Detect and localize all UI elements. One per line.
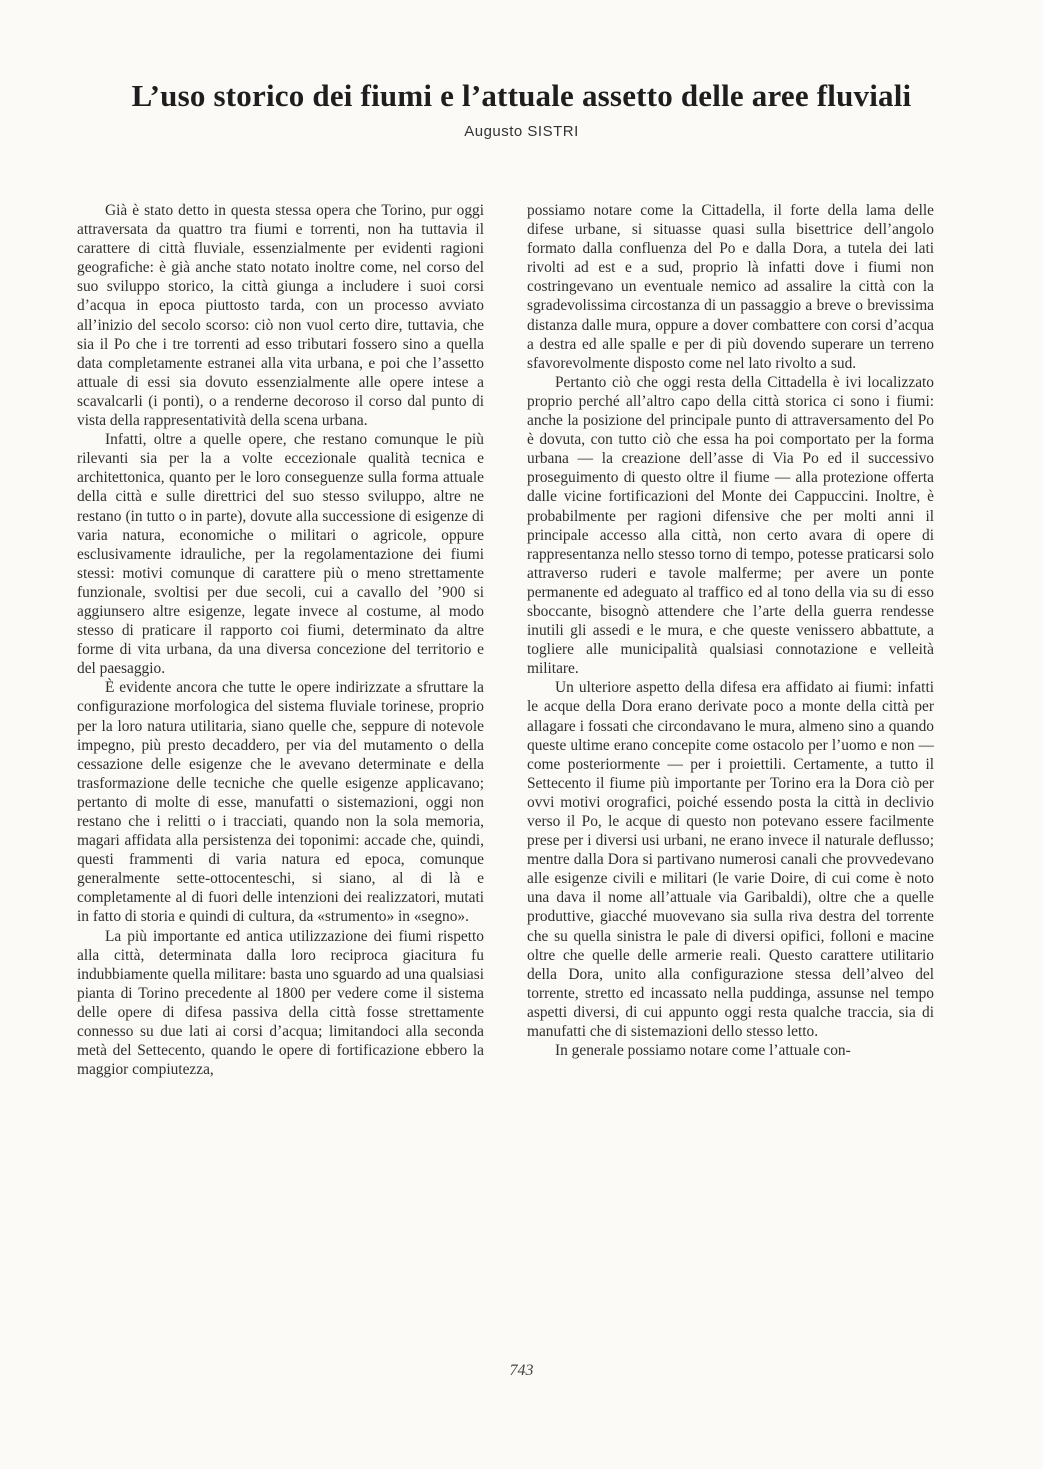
- paragraph: La più importante ed antica utilizzazione dei fiumi rispetto alla città, determinata dalla loro reciproca giacitura fu indubbiamente quella militare: basta uno sguardo ad una qualsiasi pianta di Torino precedente al 1800 per vedere come il sistema delle opere di difesa passiva della città fosse strettamente connesso su due lati ai corsi d’acqua; limitandoci alla seconda metà del Settecento, quando le opere di fortificazione ebbero la maggior compiutezza,: [77, 927, 484, 1079]
- article-title: L’uso storico dei fiumi e l’attuale assetto delle aree fluviali: [131, 78, 912, 113]
- article-author: Augusto SISTRI: [464, 123, 579, 140]
- left-column: [77, 201, 484, 1079]
- paragraph: Pertanto ciò che oggi resta della Cittadella è ivi localizzato proprio perché all’altro capo della città storica ci sono i fiumi: anche la posizione del principale punto di attraversamento del Po è dovuta, con tutto ciò che essa ha poi comportato per la forma urbana — la creazione dell’asse di Via Po ed il successivo proseguimento di questo oltre il fiume — alla protezione offerta dalle vicine fortificazioni del Monte dei Cappuccini. Inoltre, è probabilmente per ragioni difensive che per molti anni il principale accesso alla città, non certo avara di opere di rappresentanza nello stesso torno di tempo, potesse praticarsi solo attraverso ruderi e tavole malferme; per avere un ponte permanente ed adeguato al traffico ed al tono della via su di esso sboccante, bisognò attendere che l’arte della guerra rendesse inutili gli assedi e le mura, e che queste venissero abbattute, a togliere alle municipalità qualsiasi connotazione e velleità militare.: [527, 373, 934, 678]
- paragraph: possiamo notare come la Cittadella, il forte della lama delle difese urbane, si situasse quasi sulla bisettrice dell’angolo formato dalla confluenza del Po e dalla Dora, a tutela dei lati rivolti ad est e a sud, proprio là infatti dove i fiumi non costringevano un eventuale nemico ad assalire la città con la sgradevolissima circostanza di un passaggio a breve o brevissima distanza dalle mura, oppure a dover combattere con corsi d’acqua a destra ed alle spalle e per di più dovendo superare un terreno sfavorevolmente disposto come nel lato rivolto a sud.: [527, 202, 934, 372]
- page-number: 743: [509, 1362, 534, 1379]
- paragraph: Un ulteriore aspetto della difesa era affidato ai fiumi: infatti le acque della Dora erano derivate poco a monte della città per allagare i fossati che circondavano le mura, almeno sino a quando queste ultime erano concepite come ostacolo per l’uomo e non — come posteriormente — per i proiettili. Certamente, a tutto il Settecento il fiume più importante per Torino era la Dora ciò per ovvi motivi orografici, poiché essendo posta la città in declivio verso il Po, le acque di questo non potevano essere facilmente prese per i diversi usi urbani, ne erano invece il naturale deflusso; mentre dalla Dora si partivano numerosi canali che provvedevano alle esigenze civili e militari (le varie Doire, di cui come è noto una dava il nome all’attuale via Garibaldi), oltre che a quelle produttive, giacché muovevano sia sulla riva destra del torrente che su quella sinistra le pale di diversi opifici, folloni e macine oltre che quelle delle armerie reali. Questo carattere utilitario della Dora, unito alla configurazione stessa dell’alveo del torrente, stretto ed incassato nella puddinga, assunse nel tempo aspetti diversi, di cui appunto oggi resta qualche traccia, sia di manufatti che di sistemazioni dello stesso letto.: [527, 679, 934, 1041]
- paragraph: È evidente ancora che tutte le opere indirizzate a sfruttare la configurazione morfologica del sistema fluviale torinese, proprio per la loro natura utilitaria, siano quelle che, seppure di notevole impegno, più presto decaddero, per via del mutamento o della cessazione delle esigenze che le avevano determinate e della trasformazione delle tecniche che quelle esigenze applicavano; pertanto di molte di esse, manufatti o sistemazioni, oggi non restano che i relitti o i tracciati, quando non la sola memoria, magari affidata alla persistenza dei toponimi: accade che, quindi, questi frammenti di varia natura ed epoca, comunque generalmente sette-ottocenteschi, si siano, al di là e completamente al di fuori delle intenzioni dei realizzatori, mutati in fatto di storia e quindi di cultura, da «strumento» in «segno».: [77, 679, 484, 926]
- paragraph: Già è stato detto in questa stessa opera che Torino, pur oggi attraversata da quattro tra fiumi e torrenti, non ha tuttavia il carattere di città fluviale, essenzialmente per evidenti ragioni geografiche: è già anche stato notato inoltre come, nel corso del suo sviluppo storico, la città giunga a includere i suoi corsi d’acqua in epoca piuttosto tarda, con un processo avviato all’inizio del secolo scorso: ciò non vuol certo dire, tuttavia, che sia il Po che i tre torrenti ad esso tributari fossero sino a quella data completamente estranei alla vita urbana, e poi che l’assetto attuale di essi sia dovuto essenzialmente alle opere intese a scavalcarli (i ponti), o a renderne decoroso il corso dal punto di vista della rappresentatività della scena urbana.: [77, 202, 484, 430]
- right-column: [527, 201, 934, 1060]
- paragraph: In generale possiamo notare come l’attuale con-: [555, 1042, 851, 1060]
- paragraph: Infatti, oltre a quelle opere, che restano comunque le più rilevanti sia per la a volte eccezionale qualità tecnica e architettonica, quanto per le loro conseguenze sulla forma attuale della città e sulle direttrici del suo stesso sviluppo, altre ne restano (in tutto o in parte), dovute alla successione di esigenze di varia natura, economiche o militari o agricole, oppure esclusivamente idrauliche, per la regolamentazione dei fiumi stessi: motivi comunque di carattere più o meno strettamente funzionale, svoltisi per due secoli, cui a cavallo del ’900 si aggiunsero altre esigenze, legate invece al costume, al modo stesso di praticare il rapporto coi fiumi, determinato da altre forme di vita urbana, da una diversa concezione del territorio e del paesaggio.: [77, 431, 484, 678]
